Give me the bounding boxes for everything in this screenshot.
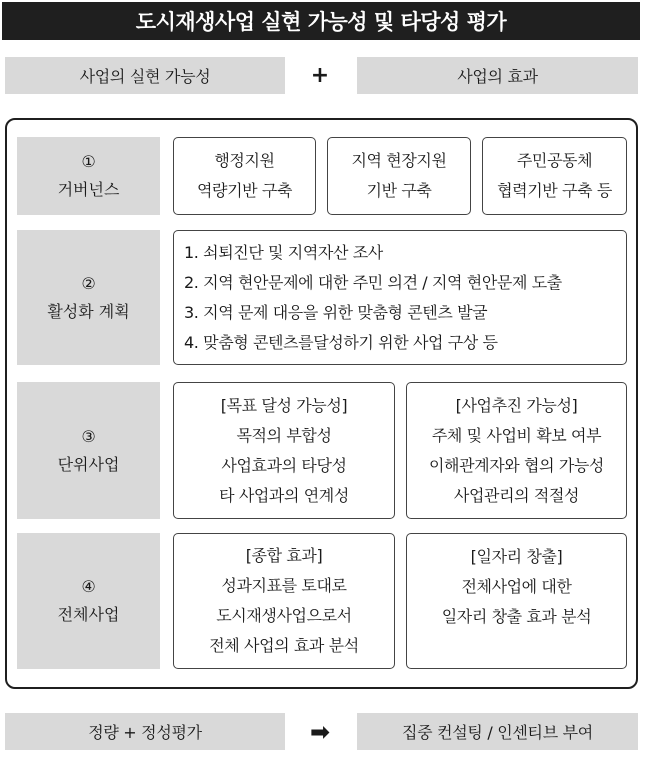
plus-icon: + [310, 63, 330, 88]
plan-step: 1. 쇠퇴진단 및 지역자산 조사 [184, 242, 383, 262]
row-number: ① [81, 152, 96, 171]
row-label-revitalization-plan [17, 230, 160, 365]
card-community [482, 137, 627, 215]
plan-step: 3. 지역 문제 대응을 위한 맞춤형 콘텐츠 발굴 [184, 302, 488, 322]
card-line: 전체사업에 대한 [461, 577, 572, 596]
row-number: ③ [81, 426, 96, 446]
row-label-overall-project [17, 533, 160, 669]
card-line: 행정지원 [214, 151, 275, 170]
card-line: 지역 현장지원 [351, 151, 447, 170]
card-line: 목적의 부합성 [236, 425, 332, 445]
row-label: 거버넌스 [57, 180, 120, 199]
card-execution-feasibility [406, 382, 627, 519]
row-label-unit-project [17, 382, 160, 519]
card-line: 도시재생사업으로서 [216, 606, 352, 625]
page-title: 도시재생사업 실현 가능성 및 타당성 평가 [2, 2, 640, 40]
card-heading: [종합 효과] [245, 546, 323, 565]
arrow-right-icon: ➡ [309, 717, 331, 746]
effect-box: 사업의 효과 [357, 57, 638, 94]
card-heading: [목표 달성 가능성] [220, 395, 348, 415]
card-job-creation [406, 533, 627, 669]
card-line: 기반 구축 [366, 181, 432, 200]
card-line: 일자리 창출 효과 분석 [441, 607, 592, 626]
row-number: ④ [81, 577, 96, 596]
card-field-support [327, 137, 471, 215]
card-line: 성과지표를 토대로 [221, 576, 347, 595]
consulting-incentive-box: 집중 컨설팅 / 인센티브 부여 [357, 713, 638, 750]
row-label: 전체사업 [57, 605, 120, 624]
feasibility-box: 사업의 실현 가능성 [5, 57, 285, 94]
card-heading: [일자리 창출] [470, 547, 563, 566]
card-line: 협력기반 구축 등 [497, 181, 612, 200]
card-line: 전체 사업의 효과 분석 [209, 636, 359, 655]
card-line: 사업관리의 적절성 [453, 485, 580, 505]
card-overall-effect [173, 533, 395, 669]
row-label: 활성화 계획 [47, 301, 130, 321]
evaluation-method-box: 정량 + 정성평가 [5, 713, 285, 750]
card-line: 이해관계자와 협의 가능성 [429, 455, 604, 475]
plan-step: 4. 맞춤형 콘텐츠를달성하기 위한 사업 구상 등 [184, 332, 498, 352]
card-plan-steps [173, 230, 627, 365]
card-line: 타 사업과의 연계성 [219, 485, 349, 505]
card-goal-feasibility [173, 382, 395, 519]
card-admin-support [173, 137, 316, 215]
row-label-governance [17, 137, 160, 215]
card-line: 사업효과의 타당성 [221, 455, 347, 475]
row-label: 단위사업 [57, 454, 120, 474]
card-line: 역량기반 구축 [196, 181, 293, 200]
plan-step: 2. 지역 현안문제에 대한 주민 의견 / 지역 현안문제 도출 [184, 272, 562, 292]
row-number: ② [81, 273, 96, 293]
card-line: 주민공동체 [516, 151, 593, 170]
card-heading: [사업추진 가능성] [455, 395, 578, 415]
card-line: 주체 및 사업비 확보 여부 [431, 425, 602, 445]
